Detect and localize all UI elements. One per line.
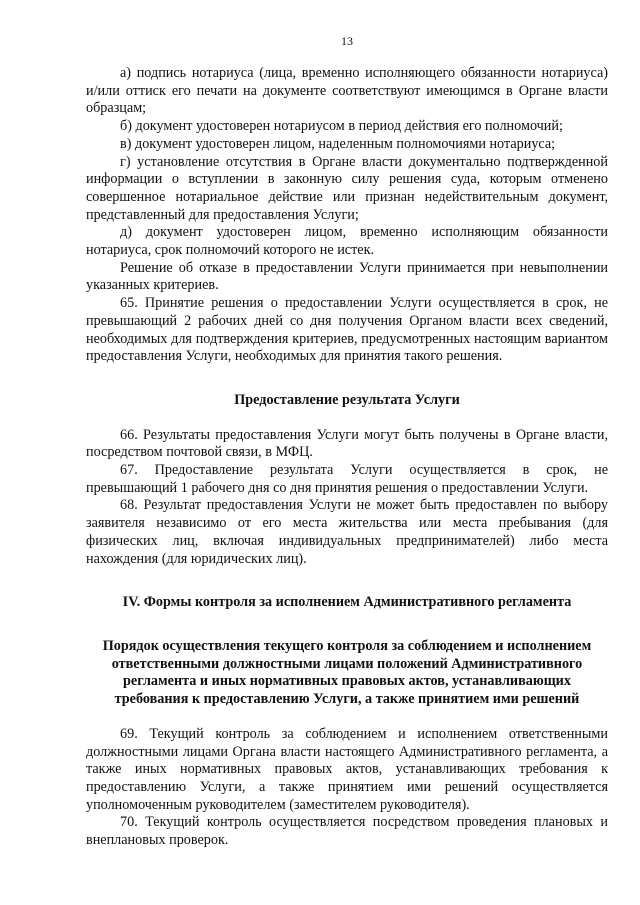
section-heading-current-control: Порядок осуществления текущего контроля за соблюдением и исполнением ответственными должностными лицами положений Административного регламента и иных нормативных правовых актов, устанавливающих требования к предоставлению Услуги, а также принятием ими решений xyxy=(102,637,592,708)
section-heading-result: Предоставление результата Услуги xyxy=(234,391,460,408)
paragraph: 67. Предоставление результата Услуги осуществляется в срок, не превышающий 1 рабочего дня со дня принятия решения о предоставлении Услуги. xyxy=(86,462,608,496)
paragraph: 66. Результаты предоставления Услуги могут быть получены в Органе власти, посредством почтовой связи, в МФЦ. xyxy=(86,426,608,461)
criteria-section xyxy=(86,65,608,366)
paragraph: б) документ удостоверен нотариусом в период действия его полномочий; xyxy=(120,118,563,135)
control-section xyxy=(86,726,608,850)
result-section xyxy=(86,427,608,569)
paragraph: д) документ удостоверен лицом, временно исполняющим обязанности нотариуса, срок полномочий которого не истек. xyxy=(86,224,608,259)
paragraph: а) подпись нотариуса (лица, временно исполняющего обязанности нотариуса) и/или оттиск его печати на документе соответствуют имеющимся в Органе власти образцам; xyxy=(86,65,608,117)
page-number: 13 xyxy=(341,34,353,48)
paragraph: 65. Принятие решения о предоставлении Услуги осуществляется в срок, не превышающий 2 рабочих дней со дня получения Органом власти всех сведений, необходимых для подтверждения критериев, предусмотренных настоящим вариантом предоставления Услуги, необходимых для принятия такого решения. xyxy=(86,295,608,365)
paragraph: 68. Результат предоставления Услуги не может быть предоставлен по выбору заявителя независимо от его места жительства или места пребывания (для физических лиц, включая индивидуальных предпринимателей) либо места нахождения (для юридических лиц). xyxy=(86,497,608,567)
document-page xyxy=(86,34,608,850)
chapter-heading-control: IV. Формы контроля за исполнением Административного регламента xyxy=(122,594,572,611)
paragraph: Решение об отказе в предоставлении Услуги принимается при невыполнении указанных критериев. xyxy=(86,259,608,294)
paragraph: 70. Текущий контроль осуществляется посредством проведения плановых и внеплановых проверок. xyxy=(86,814,608,849)
paragraph: 69. Текущий контроль за соблюдением и исполнением ответственными должностными лицами Органа власти настоящего Административного регламента, а также иных нормативных правовых актов, устанавливающих требования к предоставлению Услуги, а также принятием ими решений осуществляется уполномоченным руководителем (заместителем руководителя). xyxy=(86,725,608,813)
paragraph: г) установление отсутствия в Органе власти документально подтвержденной информации о вступлении в законную силу решения суда, которым отменено совершенное нотариальное действие или признан недействительным документ, представленный для предоставления Услуги; xyxy=(86,153,608,223)
paragraph: в) документ удостоверен лицом, наделенным полномочиями нотариуса; xyxy=(120,135,556,152)
